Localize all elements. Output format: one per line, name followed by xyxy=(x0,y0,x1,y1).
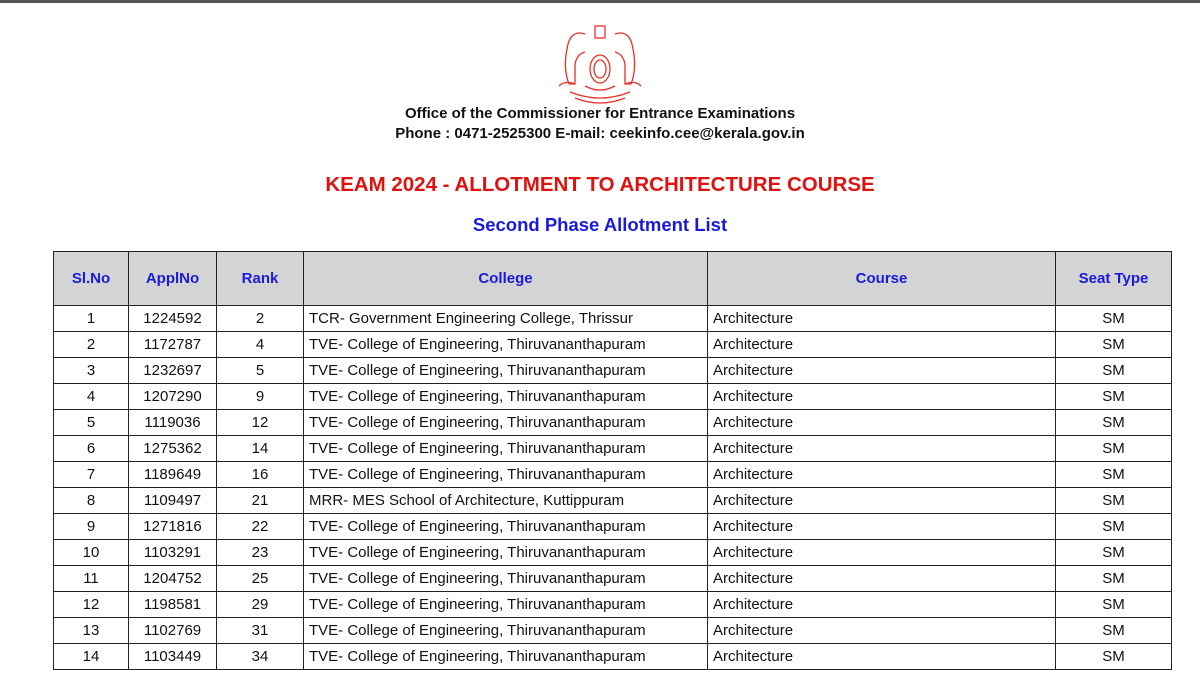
cell-college: TVE- College of Engineering, Thiruvananthapuram xyxy=(304,436,708,462)
cell-seat-type: SM xyxy=(1056,566,1172,592)
cell-seat-type: SM xyxy=(1056,410,1172,436)
cell-slno: 4 xyxy=(54,384,129,410)
cell-course: Architecture xyxy=(708,488,1056,514)
cell-course: Architecture xyxy=(708,358,1056,384)
cell-slno: 10 xyxy=(54,540,129,566)
cell-slno: 1 xyxy=(54,306,129,332)
cell-college: TVE- College of Engineering, Thiruvananthapuram xyxy=(304,410,708,436)
cell-college: TVE- College of Engineering, Thiruvananthapuram xyxy=(304,618,708,644)
cell-slno: 14 xyxy=(54,644,129,670)
kerala-emblem-icon xyxy=(555,24,645,106)
table-row xyxy=(54,384,1172,410)
column-header-college: College xyxy=(304,252,708,306)
cell-applno: 1232697 xyxy=(129,358,217,384)
table-row xyxy=(54,358,1172,384)
cell-college: TVE- College of Engineering, Thiruvananthapuram xyxy=(304,592,708,618)
cell-course: Architecture xyxy=(708,436,1056,462)
table-header-row xyxy=(54,252,1172,306)
cell-seat-type: SM xyxy=(1056,592,1172,618)
cell-rank: 22 xyxy=(217,514,304,540)
table-row xyxy=(54,618,1172,644)
cell-course: Architecture xyxy=(708,566,1056,592)
cell-rank: 2 xyxy=(217,306,304,332)
cell-college: TVE- College of Engineering, Thiruvananthapuram xyxy=(304,358,708,384)
cell-seat-type: SM xyxy=(1056,488,1172,514)
cell-slno: 7 xyxy=(54,462,129,488)
table-row xyxy=(54,332,1172,358)
cell-applno: 1103291 xyxy=(129,540,217,566)
cell-slno: 5 xyxy=(54,410,129,436)
cell-rank: 23 xyxy=(217,540,304,566)
cell-seat-type: SM xyxy=(1056,540,1172,566)
cell-rank: 5 xyxy=(217,358,304,384)
table-row xyxy=(54,540,1172,566)
cell-rank: 14 xyxy=(217,436,304,462)
cell-seat-type: SM xyxy=(1056,306,1172,332)
cell-rank: 16 xyxy=(217,462,304,488)
allotment-table xyxy=(53,251,1172,670)
cell-slno: 13 xyxy=(54,618,129,644)
cell-seat-type: SM xyxy=(1056,618,1172,644)
cell-college: TVE- College of Engineering, Thiruvananthapuram xyxy=(304,540,708,566)
table-row xyxy=(54,462,1172,488)
window-top-bar xyxy=(0,0,1200,3)
cell-seat-type: SM xyxy=(1056,462,1172,488)
cell-seat-type: SM xyxy=(1056,514,1172,540)
cell-applno: 1275362 xyxy=(129,436,217,462)
cell-slno: 3 xyxy=(54,358,129,384)
cell-course: Architecture xyxy=(708,592,1056,618)
cell-applno: 1119036 xyxy=(129,410,217,436)
cell-applno: 1172787 xyxy=(129,332,217,358)
table-row xyxy=(54,410,1172,436)
office-name: Office of the Commissioner for Entrance Examinations xyxy=(404,105,796,122)
contact-info: Phone : 0471-2525300 E-mail: ceekinfo.cee@kerala.gov.in xyxy=(395,125,805,142)
cell-applno: 1103449 xyxy=(129,644,217,670)
cell-rank: 4 xyxy=(217,332,304,358)
table-row xyxy=(54,436,1172,462)
column-header-applno: ApplNo xyxy=(129,252,217,306)
cell-course: Architecture xyxy=(708,306,1056,332)
column-header-seat-type: Seat Type xyxy=(1056,252,1172,306)
cell-rank: 29 xyxy=(217,592,304,618)
cell-slno: 11 xyxy=(54,566,129,592)
cell-college: TCR- Government Engineering College, Thrissur xyxy=(304,306,708,332)
table-row xyxy=(54,514,1172,540)
column-header-rank: Rank xyxy=(217,252,304,306)
cell-slno: 2 xyxy=(54,332,129,358)
cell-seat-type: SM xyxy=(1056,436,1172,462)
cell-course: Architecture xyxy=(708,618,1056,644)
cell-rank: 31 xyxy=(217,618,304,644)
cell-college: TVE- College of Engineering, Thiruvananthapuram xyxy=(304,384,708,410)
table-row xyxy=(54,488,1172,514)
cell-applno: 1207290 xyxy=(129,384,217,410)
cell-college: TVE- College of Engineering, Thiruvananthapuram xyxy=(304,566,708,592)
cell-applno: 1204752 xyxy=(129,566,217,592)
cell-course: Architecture xyxy=(708,644,1056,670)
cell-applno: 1198581 xyxy=(129,592,217,618)
page-subtitle: Second Phase Allotment List xyxy=(472,214,728,235)
cell-rank: 9 xyxy=(217,384,304,410)
cell-slno: 12 xyxy=(54,592,129,618)
cell-seat-type: SM xyxy=(1056,332,1172,358)
cell-college: TVE- College of Engineering, Thiruvananthapuram xyxy=(304,514,708,540)
cell-applno: 1189649 xyxy=(129,462,217,488)
cell-college: TVE- College of Engineering, Thiruvananthapuram xyxy=(304,644,708,670)
cell-applno: 1224592 xyxy=(129,306,217,332)
cell-college: MRR- MES School of Architecture, Kuttippuram xyxy=(304,488,708,514)
cell-course: Architecture xyxy=(708,384,1056,410)
table-row xyxy=(54,592,1172,618)
column-header-slno: Sl.No xyxy=(54,252,129,306)
cell-course: Architecture xyxy=(708,332,1056,358)
cell-course: Architecture xyxy=(708,462,1056,488)
cell-applno: 1109497 xyxy=(129,488,217,514)
cell-applno: 1271816 xyxy=(129,514,217,540)
cell-college: TVE- College of Engineering, Thiruvananthapuram xyxy=(304,462,708,488)
page-title: KEAM 2024 - ALLOTMENT TO ARCHITECTURE COURSE xyxy=(325,173,875,196)
cell-seat-type: SM xyxy=(1056,384,1172,410)
table-row xyxy=(54,644,1172,670)
cell-slno: 8 xyxy=(54,488,129,514)
table-row xyxy=(54,306,1172,332)
cell-course: Architecture xyxy=(708,540,1056,566)
cell-college: TVE- College of Engineering, Thiruvananthapuram xyxy=(304,332,708,358)
cell-course: Architecture xyxy=(708,410,1056,436)
table-row xyxy=(54,566,1172,592)
cell-seat-type: SM xyxy=(1056,358,1172,384)
cell-applno: 1102769 xyxy=(129,618,217,644)
cell-slno: 9 xyxy=(54,514,129,540)
cell-course: Architecture xyxy=(708,514,1056,540)
cell-rank: 25 xyxy=(217,566,304,592)
cell-rank: 34 xyxy=(217,644,304,670)
cell-seat-type: SM xyxy=(1056,644,1172,670)
cell-rank: 12 xyxy=(217,410,304,436)
cell-slno: 6 xyxy=(54,436,129,462)
cell-rank: 21 xyxy=(217,488,304,514)
column-header-course: Course xyxy=(708,252,1056,306)
